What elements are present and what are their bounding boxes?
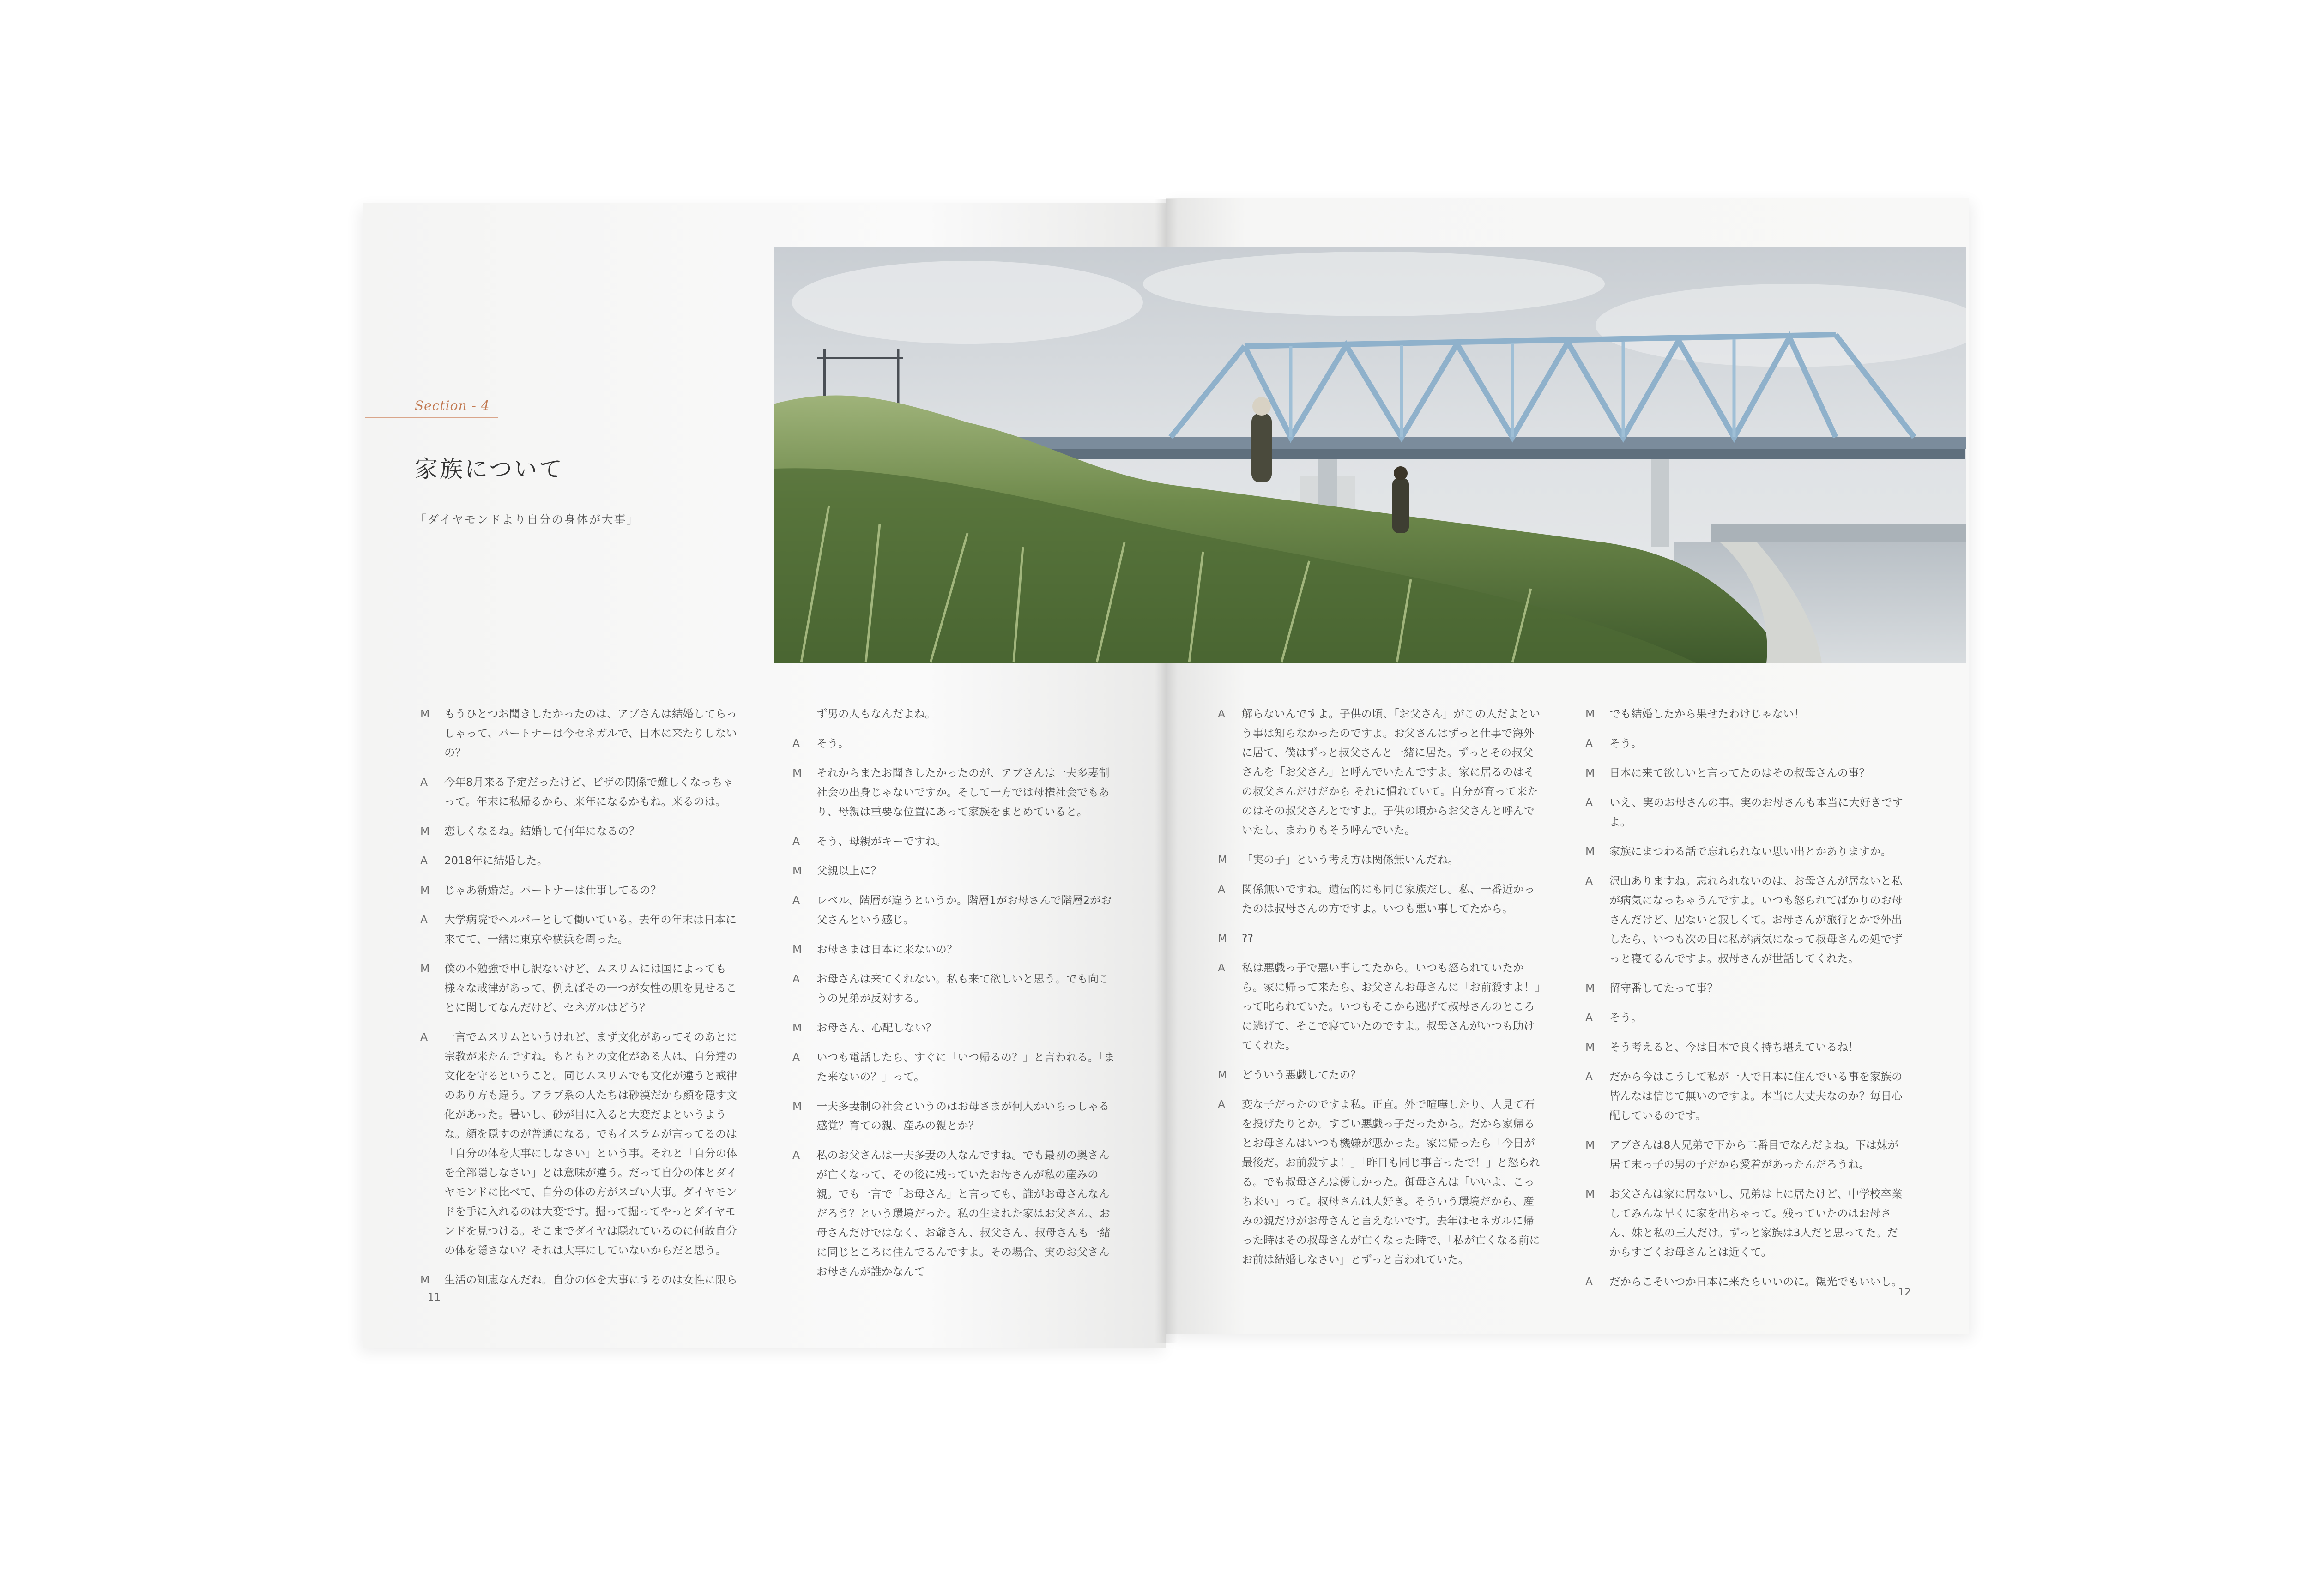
speaker-initial: M	[792, 864, 802, 877]
speaker-initial: A	[1218, 1098, 1226, 1111]
dialogue-entry	[792, 734, 1116, 753]
dialogue-entry	[1218, 1065, 1541, 1084]
entry-text: そう、母親がキーですね。	[816, 835, 947, 848]
text-column-3	[1218, 704, 1541, 1279]
entry-text: 2018年に結婚した。	[444, 854, 548, 867]
article-title: 家族について	[415, 456, 564, 482]
entry-text: 今年8月来る予定だったけど、ビザの関係で難しくなっちゃって。年末に私帰るから、来年になるかもね。来るのは。	[444, 776, 733, 808]
speaker-initial: M	[1585, 1041, 1595, 1054]
dialogue-entry	[792, 969, 1116, 1008]
dialogue-entry	[792, 763, 1116, 821]
entry-text: 留守番してたって事？	[1609, 982, 1718, 994]
speaker-initial: A	[1585, 796, 1593, 809]
dialogue-entry	[1585, 793, 1909, 831]
speaker-initial: A	[1585, 1011, 1593, 1024]
page-number-left: 11	[428, 1292, 441, 1303]
page-number-right: 12	[1898, 1287, 1911, 1298]
dialogue-entry	[792, 891, 1116, 929]
entry-text: そう。	[816, 737, 849, 750]
speaker-initial: M	[1218, 932, 1227, 945]
entry-text: 父親以上に？	[816, 864, 882, 877]
speaker-initial: A	[1585, 1070, 1593, 1083]
entry-text: ず男の人もなんだよね。	[816, 707, 936, 720]
text-column-1	[420, 704, 743, 1300]
speaker-initial: M	[792, 1021, 802, 1034]
entry-text: いつも電話したら、すぐに「いつ帰るの？」と言われる。「また来ないの？」って。	[816, 1051, 1115, 1083]
speaker-initial: A	[420, 913, 428, 926]
entry-text: だからこそいつか日本に来たらいいのに。観光でもいいし。	[1609, 1275, 1903, 1288]
speaker-initial: A	[1585, 874, 1593, 887]
dialogue-entry	[1585, 763, 1909, 783]
speaker-initial: A	[792, 1051, 800, 1064]
entry-text: お母さんは来てくれない。私も来て欲しいと思う。でも向こうの兄弟が反対する。	[816, 972, 1110, 1005]
speaker-initial: A	[420, 854, 428, 867]
speaker-initial: A	[1585, 1275, 1593, 1288]
dialogue-entry	[1585, 1037, 1909, 1057]
speaker-initial: A	[792, 972, 800, 985]
dialogue-entry	[420, 1270, 743, 1289]
speaker-initial: M	[792, 943, 802, 956]
dialogue-entry	[1585, 1135, 1909, 1174]
dialogue-entry	[792, 831, 1116, 851]
article-subtitle: 「ダイヤモンドより自分の身体が大事」	[415, 513, 639, 526]
speaker-initial: M	[420, 1273, 430, 1286]
entry-text: でも結婚したから果せたわけじゃない！	[1609, 707, 1805, 720]
dialogue-entry	[1585, 734, 1909, 753]
dialogue-entry	[420, 880, 743, 900]
speaker-initial: M	[1585, 1187, 1595, 1200]
dialogue-entry	[420, 1027, 743, 1260]
entry-text: 私のお父さんは一夫多妻の人なんですね。でも最初の奥さんが亡くなって、その後に残っていたお母さんが私の産みの親。でも一言で「お母さん」と言っても、誰がお母さんなんだろう？という環境だった。私の生まれた家はお父さん、お母さんだけではなく、お爺さん、叔父さん、叔母さんも一緒に同じところに住んでるんですよ。その場合、実のお父さんお母さんが誰かなんて	[816, 1149, 1111, 1278]
text-column-2	[792, 704, 1116, 1291]
dialogue-entry	[792, 1096, 1116, 1135]
entry-text: じゃあ新婚だ。パートナーは仕事してるの？	[444, 884, 661, 897]
speaker-initial: M	[1218, 1068, 1227, 1081]
entry-text: そう。	[1609, 1011, 1642, 1024]
entry-text: いえ、実のお母さんの事。実のお母さんも本当に大好きですよ。	[1609, 796, 1903, 828]
speaker-initial: M	[792, 766, 802, 779]
speaker-initial: M	[420, 884, 430, 897]
dialogue-entry	[1585, 1184, 1909, 1262]
dialogue-entry	[1218, 928, 1541, 948]
dialogue-entry	[420, 704, 743, 762]
entry-text: だから今はこうして私が一人で日本に住んでいる事を家族の皆んなは信じて無いのですよ。本当に大丈夫なのか？毎日心配しているのです。	[1609, 1070, 1903, 1122]
bridge-photo	[774, 247, 1966, 663]
speaker-initial: A	[1218, 707, 1226, 720]
speaker-initial: A	[792, 835, 800, 848]
speaker-initial: A	[420, 1030, 428, 1043]
speaker-initial: M	[1218, 853, 1227, 866]
entry-text: 日本に来て欲しいと言ってたのはその叔母さんの事？	[1609, 766, 1870, 779]
dialogue-entry	[420, 910, 743, 949]
speaker-initial: A	[1585, 737, 1593, 750]
speaker-initial: M	[1585, 766, 1595, 779]
dialogue-entry	[792, 861, 1116, 880]
dialogue-entry	[420, 772, 743, 811]
speaker-initial: M	[420, 962, 430, 975]
entry-text: レベル、階層が違うというか。階層1がお母さんで階層2がお父さんという感じ。	[816, 894, 1112, 926]
entry-text: お母さん、心配しない？	[816, 1021, 937, 1034]
dialogue-entry	[1585, 1067, 1909, 1125]
entry-text: 私は悪戯っ子で悪い事してたから。いつも怒られていたから。家に帰って来たら、お父さんお母さんに「お前殺すよ！」って叱られていた。いつもそこから逃げて叔母さんのところに逃げて、そこで寝ていたのですよ。叔母さんがいつも助けてくれた。	[1242, 961, 1541, 1052]
dialogue-entry	[1585, 842, 1909, 861]
entry-text: 一夫多妻制の社会というのはお母さまが何人かいらっしゃる感覚？育ての親、産みの親とか？	[816, 1100, 1110, 1132]
entry-text: 「実の子」という考え方は関係無いんだね。	[1242, 853, 1459, 866]
dialogue-entry	[420, 821, 743, 841]
entry-text: お父さんは家に居ないし、兄弟は上に居たけど、中学校卒業してみんな早くに家を出ちゃって。残っていたのはお母さん、妹と私の三人だけ。ずっと家族は3人だと思ってた。だからすごくお母さんとは近くて。	[1609, 1187, 1903, 1259]
dialogue-entry	[792, 1145, 1116, 1281]
dialogue-entry	[420, 851, 743, 870]
entry-text: 生活の知恵なんだね。自分の体を大事にするのは女性に限ら	[444, 1273, 737, 1286]
speaker-initial: A	[792, 737, 800, 750]
dialogue-entry	[1218, 958, 1541, 1055]
dialogue-entry	[792, 940, 1116, 959]
dialogue-entry	[1218, 1095, 1541, 1269]
dialogue-entry	[1585, 871, 1909, 968]
continued-text	[792, 704, 1116, 723]
entry-text: 大学病院でヘルパーとして働いている。去年の年末は日本に来てて、一緒に東京や横浜を周った。	[444, 913, 737, 946]
dialogue-entry	[1585, 1272, 1909, 1291]
entry-text: ??	[1242, 932, 1253, 945]
speaker-initial: A	[420, 776, 428, 789]
entry-text: 関係無いですね。遺伝的にも同じ家族だし。私、一番近かったのは叔母さんの方ですよ。いつも悪い事してたから。	[1242, 883, 1535, 915]
entry-text: 解らないんですよ。子供の頃、「お父さん」がこの人だよという事は知らなかったのですよ。お父さんはずっと仕事で海外に居て、僕はずっと叔父さんと一緒に居た。ずっとその叔父さんを「お父さん」と呼んでいたんですよ。家に居るのはその叔父さんだけだから それに慣れていて。自分が育って来たのはその叔父さんとですよ。子供の頃からお父さんと呼んでいたし、まわりもそう呼んでいた。	[1242, 707, 1541, 837]
entry-text: 家族にまつわる話で忘れられない思い出とかありますか。	[1609, 845, 1892, 858]
dialogue-entry	[420, 959, 743, 1017]
text-column-4	[1585, 704, 1909, 1301]
dialogue-entry	[1218, 704, 1541, 840]
speaker-initial: M	[1585, 1138, 1595, 1151]
speaker-initial: A	[1218, 883, 1226, 896]
speaker-initial: M	[792, 1100, 802, 1113]
speaker-initial: M	[420, 707, 430, 720]
entry-text: そう。	[1609, 737, 1642, 750]
entry-text: 恋しくなるね。結婚して何年になるの？	[444, 825, 640, 837]
speaker-initial: A	[792, 1149, 800, 1162]
dialogue-entry	[1218, 879, 1541, 918]
dialogue-entry	[792, 1048, 1116, 1086]
speaker-initial: M	[1585, 707, 1595, 720]
dialogue-entry	[1585, 1008, 1909, 1027]
dialogue-entry	[1585, 704, 1909, 723]
speaker-initial: A	[792, 894, 800, 907]
entry-text: 沢山ありますね。忘れられないのは、お母さんが居ないと私が病気になっちゃうんですよ。いつも怒られてばかりのお母さんだけど、居ないと寂しくて。お母さんが旅行とかで外出したら、いつも次の日に私が病気になって叔母さんの処でずっと寝てるんですよ。叔母さんが世話してくれた。	[1609, 874, 1903, 965]
speaker-initial: M	[1585, 982, 1595, 994]
dialogue-entry	[1585, 978, 1909, 998]
entry-text: 一言でムスリムというけれど、まず文化があってそのあとに宗教が来たんですね。もともとの文化がある人は、自分達の文化を守るということ。同じムスリムでも文化が違うと戒律のあり方も違う。アラブ系の人たちは砂漠だから顔を隠す文化があった。暑いし、砂が目に入ると大変だよというような。顔を隠すのが普通になる。でもイスラムが言ってるのは「自分の体を大事にしなさい」という事。それと「自分の体を全部隠しなさい」とは意味が違う。だって自分の体とダイヤモンドに比べて、自分の体の方がスゴい大事。ダイヤモンドを手に入れるのは大変です。掘って掘ってやっとダイヤモンドを見つける。そこまでダイヤは隠れているのに何故自分の体を隠さない？それは大事にしていないからだと思う。	[444, 1030, 737, 1257]
dialogue-entry	[792, 1018, 1116, 1037]
speaker-initial: A	[1218, 961, 1226, 974]
speaker-initial: M	[420, 825, 430, 837]
section-label: Section - 4	[415, 398, 490, 413]
section-rule	[365, 417, 498, 418]
entry-text: アブさんは8人兄弟で下から二番目でなんだよね。下は妹が居て末っ子の男の子だから愛着があったんだろうね。	[1609, 1138, 1898, 1171]
entry-text: どういう悪戯してたの？	[1242, 1068, 1361, 1081]
entry-text: 変な子だったのですよ私。正直。外で喧嘩したり、人見て石を投げたりとか。すごい悪戯っ子だったから。だから家帰るとお母さんはいつも機嫌が悪かった。家に帰ったら「今日が最後だ。お前殺すよ！」「昨日も同じ事言ったで！」と怒られる。でも叔母さんは優しかった。御母さんは「いいよ、こっち来い」って。叔母さんは大好き。そういう環境だから、産みの親だけがお母さんと言えないです。去年はセネガルに帰った時はその叔母さんが亡くなった時で、「私が亡くなる前にお前は結婚しなさい」とずっと言われていた。	[1242, 1098, 1541, 1266]
entry-text: そう考えると、今は日本で良く持ち堪えているね！	[1609, 1041, 1859, 1054]
speaker-initial: M	[1585, 845, 1595, 858]
dialogue-entry	[1218, 850, 1541, 869]
entry-text: お母さまは日本に来ないの？	[816, 943, 958, 956]
entry-text: それからまたお聞きしたかったのが、アブさんは一夫多妻制社会の出身じゃないですか。そして一方では母権社会でもあり、母親は重要な位置にあって家族をまとめていると。	[816, 766, 1110, 818]
entry-text: 僕の不勉強で申し訳ないけど、ムスリムには国によっても様々な戒律があって、例えばその一つが女性の肌を見せることに関してなんだけど、セネガルはどう？	[444, 962, 737, 1014]
entry-text: もうひとつお聞きしたかったのは、アブさんは結婚してらっしゃって、パートナーは今セネガルで、日本に来たりしないの？	[444, 707, 737, 759]
